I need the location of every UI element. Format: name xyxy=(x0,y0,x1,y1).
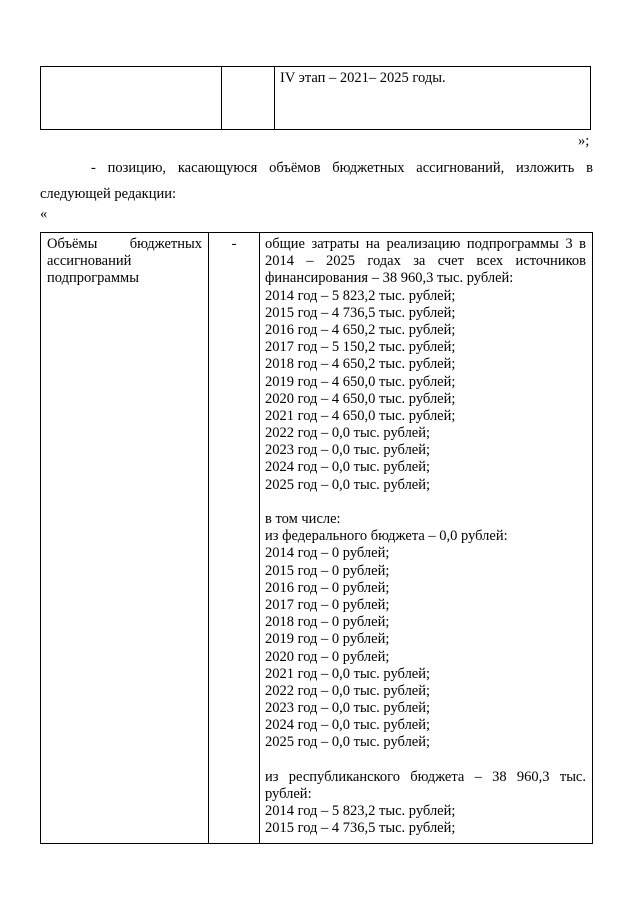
total-by-year-list xyxy=(265,288,586,494)
row-label: Объёмы бюджетных ассигнований подпрограммы xyxy=(47,236,202,287)
total-year-line: 2014 год – 5 823,2 тыс. рублей; xyxy=(265,287,456,304)
including-label: в том числе: xyxy=(265,511,341,528)
federal-year-line: 2020 год – 0 рублей; xyxy=(265,648,390,665)
total-year-line: 2017 год – 5 150,2 тыс. рублей; xyxy=(265,339,456,356)
federal-year-line: 2015 год – 0 рублей; xyxy=(265,562,390,579)
federal-year-line: 2017 год – 0 рублей; xyxy=(265,596,390,613)
total-year-line: 2018 год – 4 650,2 тыс. рублей; xyxy=(265,356,456,373)
opening-quote: « xyxy=(40,206,48,222)
federal-year-line: 2022 год – 0,0 тыс. рублей; xyxy=(265,682,431,699)
total-year-line: 2020 год – 4 650,0 тыс. рублей; xyxy=(265,390,456,407)
federal-by-year-list xyxy=(265,545,586,751)
federal-budget-heading: из федерального бюджета – 0,0 рублей: xyxy=(265,528,508,545)
previous-table-fragment xyxy=(40,66,591,130)
republic-year-line: 2014 год – 5 823,2 тыс. рублей; xyxy=(265,803,456,820)
instruction-paragraph: - позицию, касающуюся объёмов бюджетных ассигнований, изложить в следующей редакции: xyxy=(40,160,593,202)
federal-year-line: 2016 год – 0 рублей; xyxy=(265,579,390,596)
funding-details-cell xyxy=(260,233,592,843)
row-label-cell xyxy=(41,233,209,843)
federal-year-line: 2018 год – 0 рублей; xyxy=(265,614,390,631)
dash-mark: - xyxy=(231,236,237,252)
federal-year-line: 2023 год – 0,0 тыс. рублей; xyxy=(265,700,431,717)
federal-year-line: 2021 год – 0,0 тыс. рублей; xyxy=(265,665,431,682)
total-year-line: 2016 год – 4 650,2 тыс. рублей; xyxy=(265,321,456,338)
total-year-line: 2021 год – 4 650,0 тыс. рублей; xyxy=(265,407,456,424)
total-year-line: 2019 год – 4 650,0 тыс. рублей; xyxy=(265,373,456,390)
republic-budget-heading: из республиканского бюджета – 38 960,3 тыс. рублей: xyxy=(265,768,586,803)
spacer xyxy=(265,494,586,511)
prev-table-cell-2 xyxy=(221,67,275,129)
republic-by-year-list xyxy=(265,803,586,837)
total-year-line: 2023 год – 0,0 тыс. рублей; xyxy=(265,442,431,459)
prev-table-cell-3: IV этап – 2021– 2025 годы. xyxy=(280,70,446,86)
total-year-line: 2015 год – 4 736,5 тыс. рублей; xyxy=(265,304,456,321)
dash-cell xyxy=(209,233,260,843)
federal-year-line: 2019 год – 0 рублей; xyxy=(265,631,390,648)
spacer xyxy=(265,752,586,769)
prev-table-cell-1 xyxy=(41,67,222,129)
federal-year-line: 2024 год – 0,0 тыс. рублей; xyxy=(265,717,431,734)
total-year-line: 2024 год – 0,0 тыс. рублей; xyxy=(265,459,431,476)
federal-year-line: 2025 год – 0,0 тыс. рублей; xyxy=(265,734,431,751)
total-year-line: 2025 год – 0,0 тыс. рублей; xyxy=(265,476,431,493)
total-year-line: 2022 год – 0,0 тыс. рублей; xyxy=(265,425,431,442)
funding-intro: общие затраты на реализацию подпрограммы 3 в 2014 – 2025 годах за счет всех источников финансирования – 38 960,3 тыс. рублей: xyxy=(265,236,586,287)
federal-year-line: 2014 год – 0 рублей; xyxy=(265,545,390,562)
republic-year-line: 2015 год – 4 736,5 тыс. рублей; xyxy=(265,820,456,837)
closing-quote: »; xyxy=(578,133,590,149)
budget-allocation-table xyxy=(40,232,593,844)
